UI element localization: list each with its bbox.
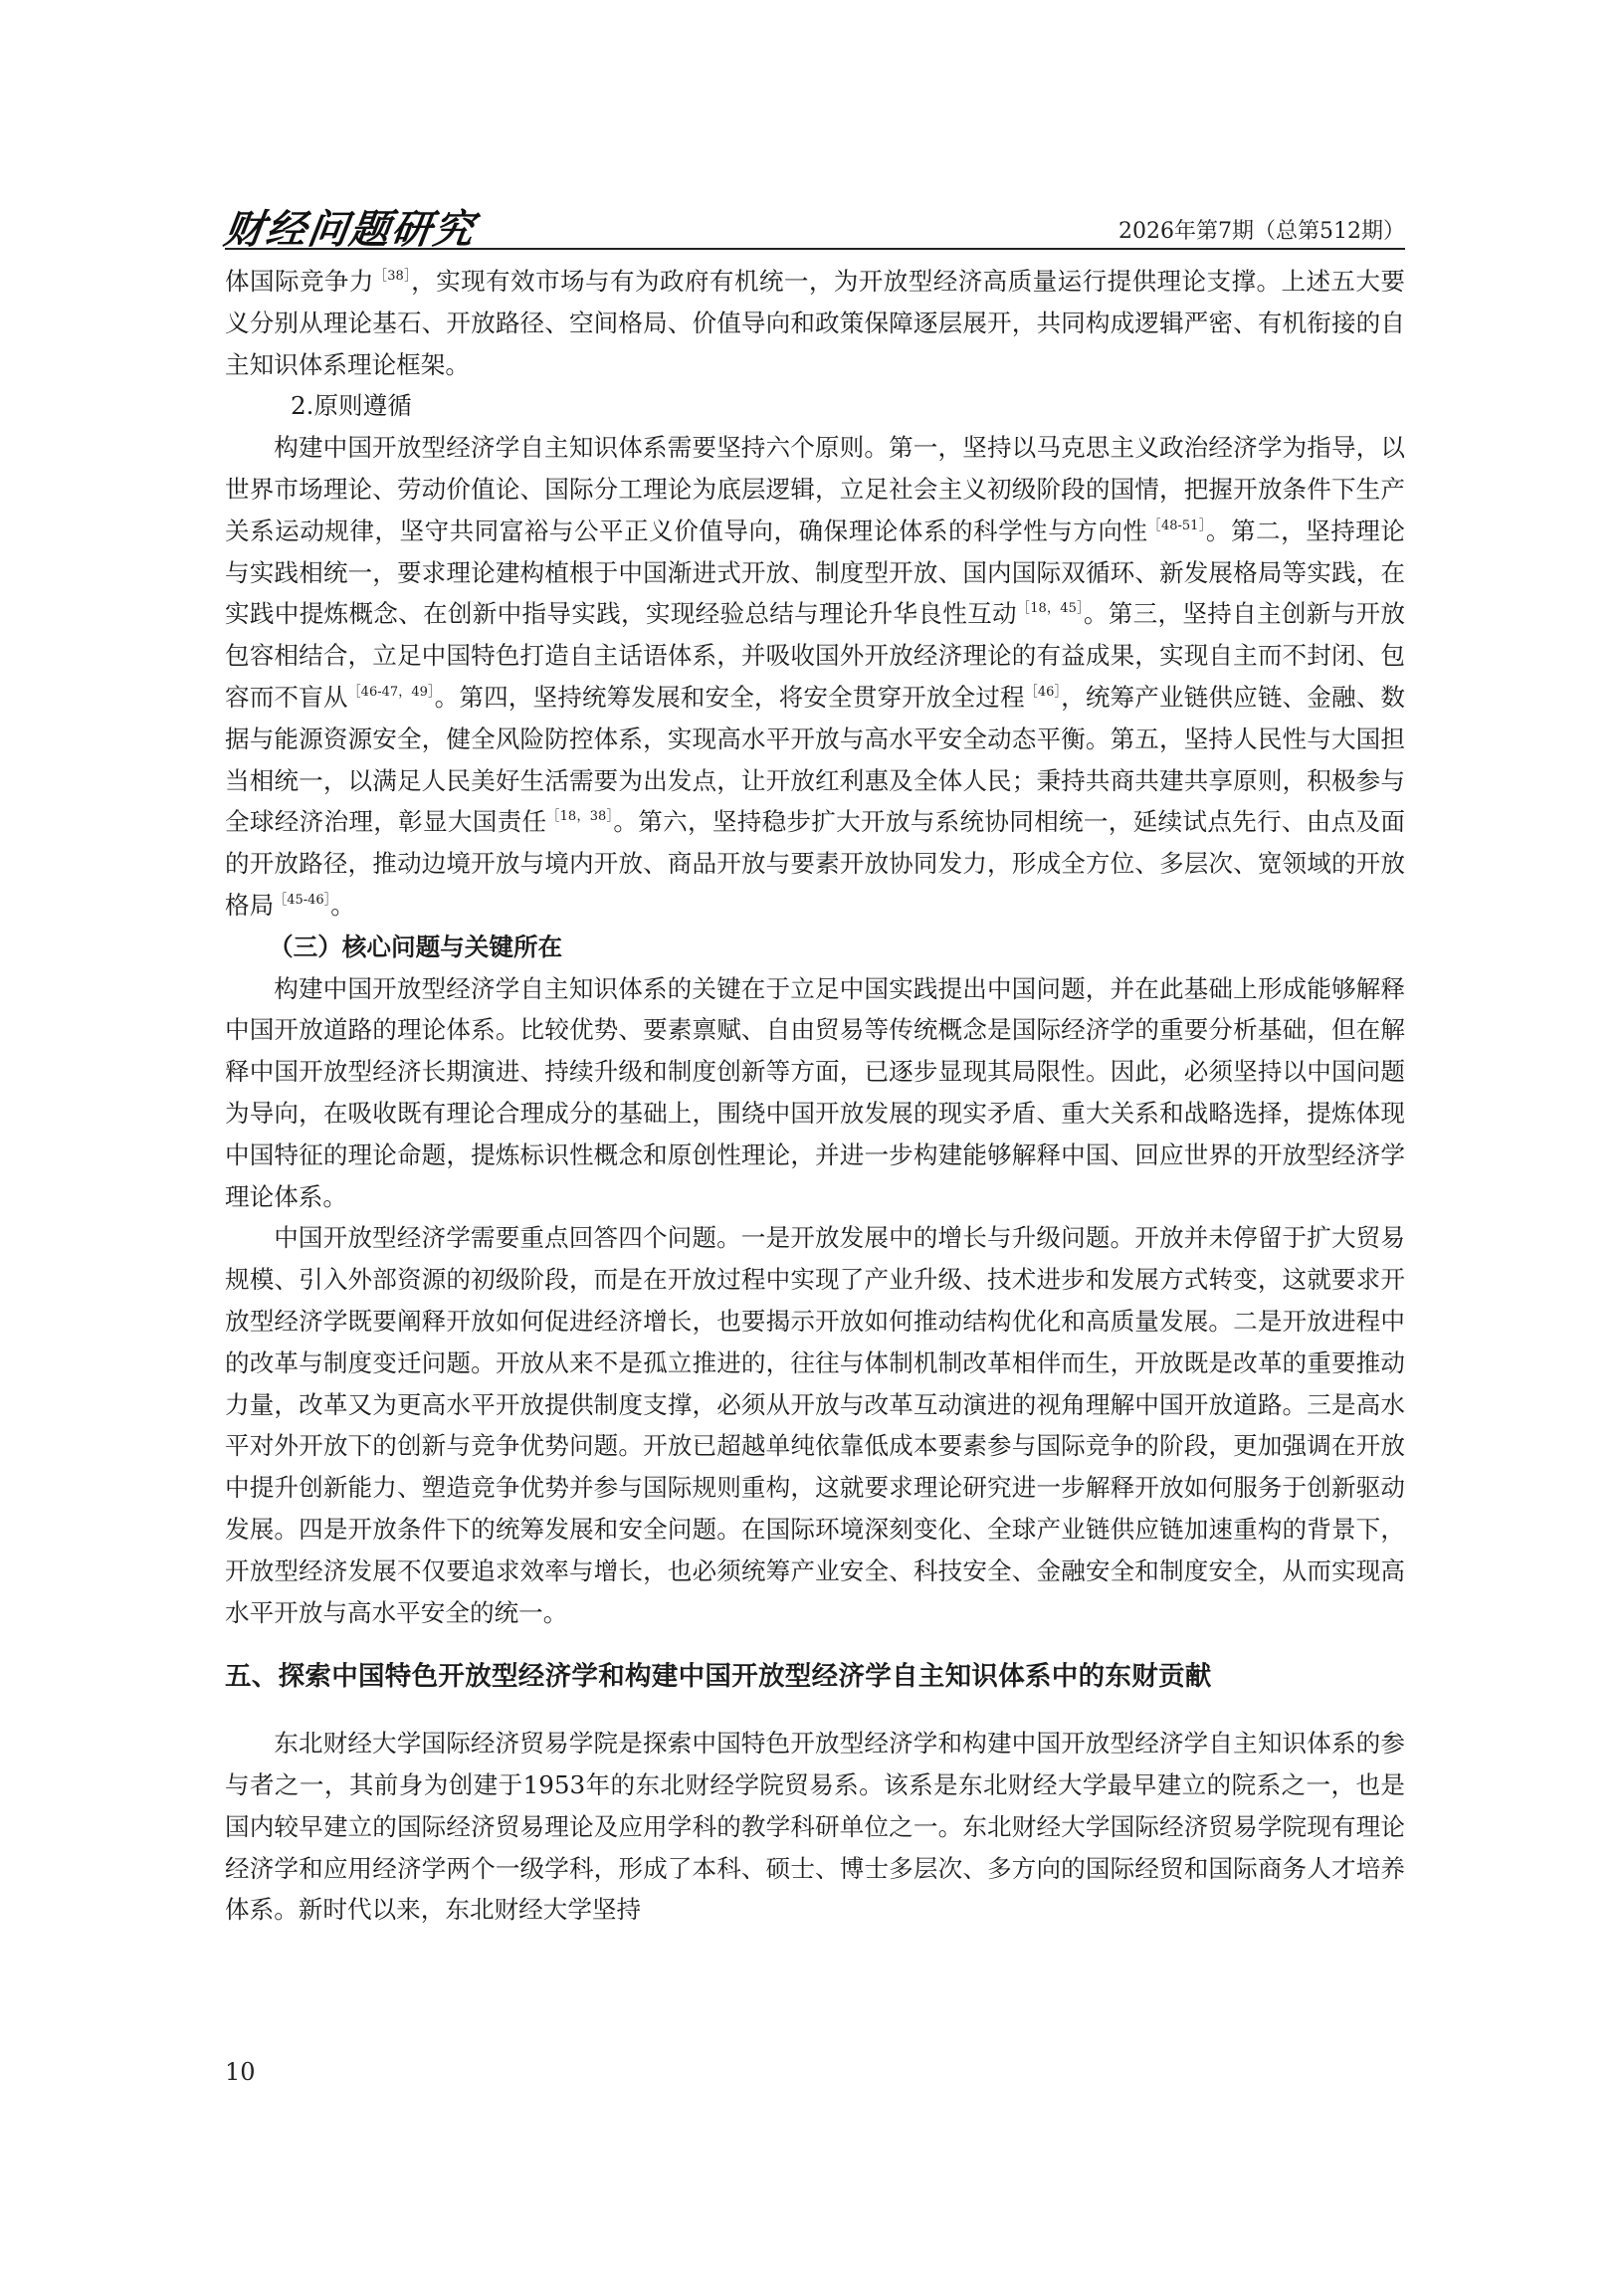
citation-ref[interactable]: ［38］ bbox=[373, 269, 412, 284]
journal-title-logo: 财经问题研究 bbox=[221, 206, 479, 253]
running-header bbox=[221, 196, 1405, 253]
paragraph-dufe-history: 东北财经大学国际经济贸易学院是探索中国特色开放型经济学和构建中国开放型经济学自主知识体系的参与者之一，其前身为创建于1953年的东北财经学院贸易系。该系是东北财经大学最早建立的院系之一，也是国内较早建立的国际经济贸易理论及应用学科的教学科研单位之一。东北财经大学国际经济贸易学院现有理论经济学和应用经济学两个一级学科，形成了本科、硕士、博士多层次、多方向的国际经贸和国际商务人才培养体系。新时代以来，东北财经大学坚持 bbox=[225, 1729, 1405, 1925]
paragraph-core-key: 构建中国开放型经济学自主知识体系的关键在于立足中国实践提出中国问题，并在此基础上形成能够解释中国开放道路的理论体系。比较优势、要素禀赋、自由贸易等传统概念是国际经济学的重要分析基础，但在解释中国开放型经济长期演进、持续升级和制度创新等方面，已逐步显现其局限性。因此，必须坚持以中国问题为导向，在吸收既有理论合理成分的基础上，围绕中国开放发展的现实矛盾、重大关系和战略选择，提炼体现中国特征的理论命题，提炼标识性概念和原创性理论，并进一步构建能够解释中国、回应世界的开放型经济学理论体系。 bbox=[225, 973, 1405, 1211]
paragraph-four-questions: 中国开放型经济学需要重点回答四个问题。一是开放发展中的增长与升级问题。开放并未停留于扩大贸易规模、引入外部资源的初级阶段，而是在开放过程中实现了产业升级、技术进步和发展方式转变，这就要求开放型经济学既要阐释开放如何促进经济增长，也要揭示开放如何推动结构优化和高质量发展。二是开放进程中的改革与制度变迁问题。开放从来不是孤立推进的，往往与体制机制改革相伴而生，开放既是改革的重要推动力量，改革又为更高水平开放提供制度支撑，必须从开放与改革互动演进的视角理解中国开放道路。三是高水平对外开放下的创新与竞争优势问题。开放已超越单纯依靠低成本要素参与国际竞争的阶段，更加强调在开放中提升创新能力、塑造竞争优势并参与国际规则重构，这就要求理论研究进一步解释开放如何服务于创新驱动发展。四是开放条件下的统筹发展和安全问题。在国际环境深刻变化、全球产业链供应链加速重构的背景下，开放型经济发展不仅要追求效率与增长，也必须统筹产业安全、科技安全、金融安全和制度安全，从而实现高水平开放与高水平安全的统一。 bbox=[225, 1223, 1405, 1627]
citation-ref[interactable]: ［48-51］ bbox=[1147, 518, 1206, 533]
section-heading-core-issues: （三）核心问题与关键所在 bbox=[269, 932, 563, 961]
section-heading-dufe-contribution: 五、探索中国特色开放型经济学和构建中国开放型经济学自主知识体系中的东财贡献 bbox=[225, 1661, 1212, 1693]
subheading-principles: 2.原则遵循 bbox=[291, 391, 412, 421]
article-body bbox=[225, 261, 1405, 1931]
issue-info: 2026年第7期（总第512期） bbox=[1118, 219, 1405, 244]
citation-ref[interactable]: ［46-47，49］ bbox=[347, 684, 435, 700]
citation-ref[interactable]: ［18，38］ bbox=[546, 809, 614, 825]
page-number: 10 bbox=[225, 2058, 256, 2086]
paragraph-continuation: 体国际竞争力$^{[38]}$，实现有效市场与有为政府有机统一，为开放型经济高质量运行提供理论支撑。上述五大要义分别从理论基石、开放路径、空间格局、价值导向和政策保障逐层展开，共同构成逻辑严密、有机衔接的自主知识体系理论框架。 bbox=[225, 267, 1405, 379]
citation-ref[interactable]: ［18，45］ bbox=[1016, 601, 1084, 617]
paragraph-principles: 构建中国开放型经济学自主知识体系需要坚持六个原则。第一，坚持以马克思主义政治经济学为指导，以世界市场理论、劳动价值论、国际分工理论为底层逻辑，立足社会主义初级阶段的国情，把握开放条件下生产关系运动规律，坚守共同富裕与公平正义价值导向，确保理论体系的科学性与方向性$^{[48-51]}$。第二，坚持理论与实践相统一，要求理论建构植根于中国渐进式开放、制度型开放、国内国际双循环、新发展格局等实践，在实践中提炼概念、在创新中指导实践，实现经验总结与理论升华良性互动$^{[18,45]}$。第三，坚持自主创新与开放包容相结合，立足中国特色打造自主话语体系，并吸收国外开放经济理论的有益成果，实现自主而不封闭、包容而不盲从$^{[46-47,49]}$。第四，坚持统筹发展和安全，将安全贯穿开放全过程$^{[46]}$，统筹产业链供应链、金融、数据与能源资源安全，健全风险防控体系，实现高水平开放与高水平安全动态平衡。第五，坚持人民性与大国担当相统一，以满足人民美好生活需要为出发点，让开放红利惠及全体人民；秉持共商共建共享原则，积极参与全球经济治理，彰显大国责任$^{[18,38]}$。第六，坚持稳步扩大开放与系统协同相统一，延续试点先行、由点及面的开放路径，推动边境开放与境内开放、商品开放与要素开放协同发力，形成全方位、多层次、宽领域的开放格局$^{[45-46]}$。 bbox=[225, 433, 1405, 920]
citation-ref[interactable]: ［45-46］ bbox=[274, 892, 331, 908]
citation-ref[interactable]: ［46］ bbox=[1024, 684, 1062, 700]
